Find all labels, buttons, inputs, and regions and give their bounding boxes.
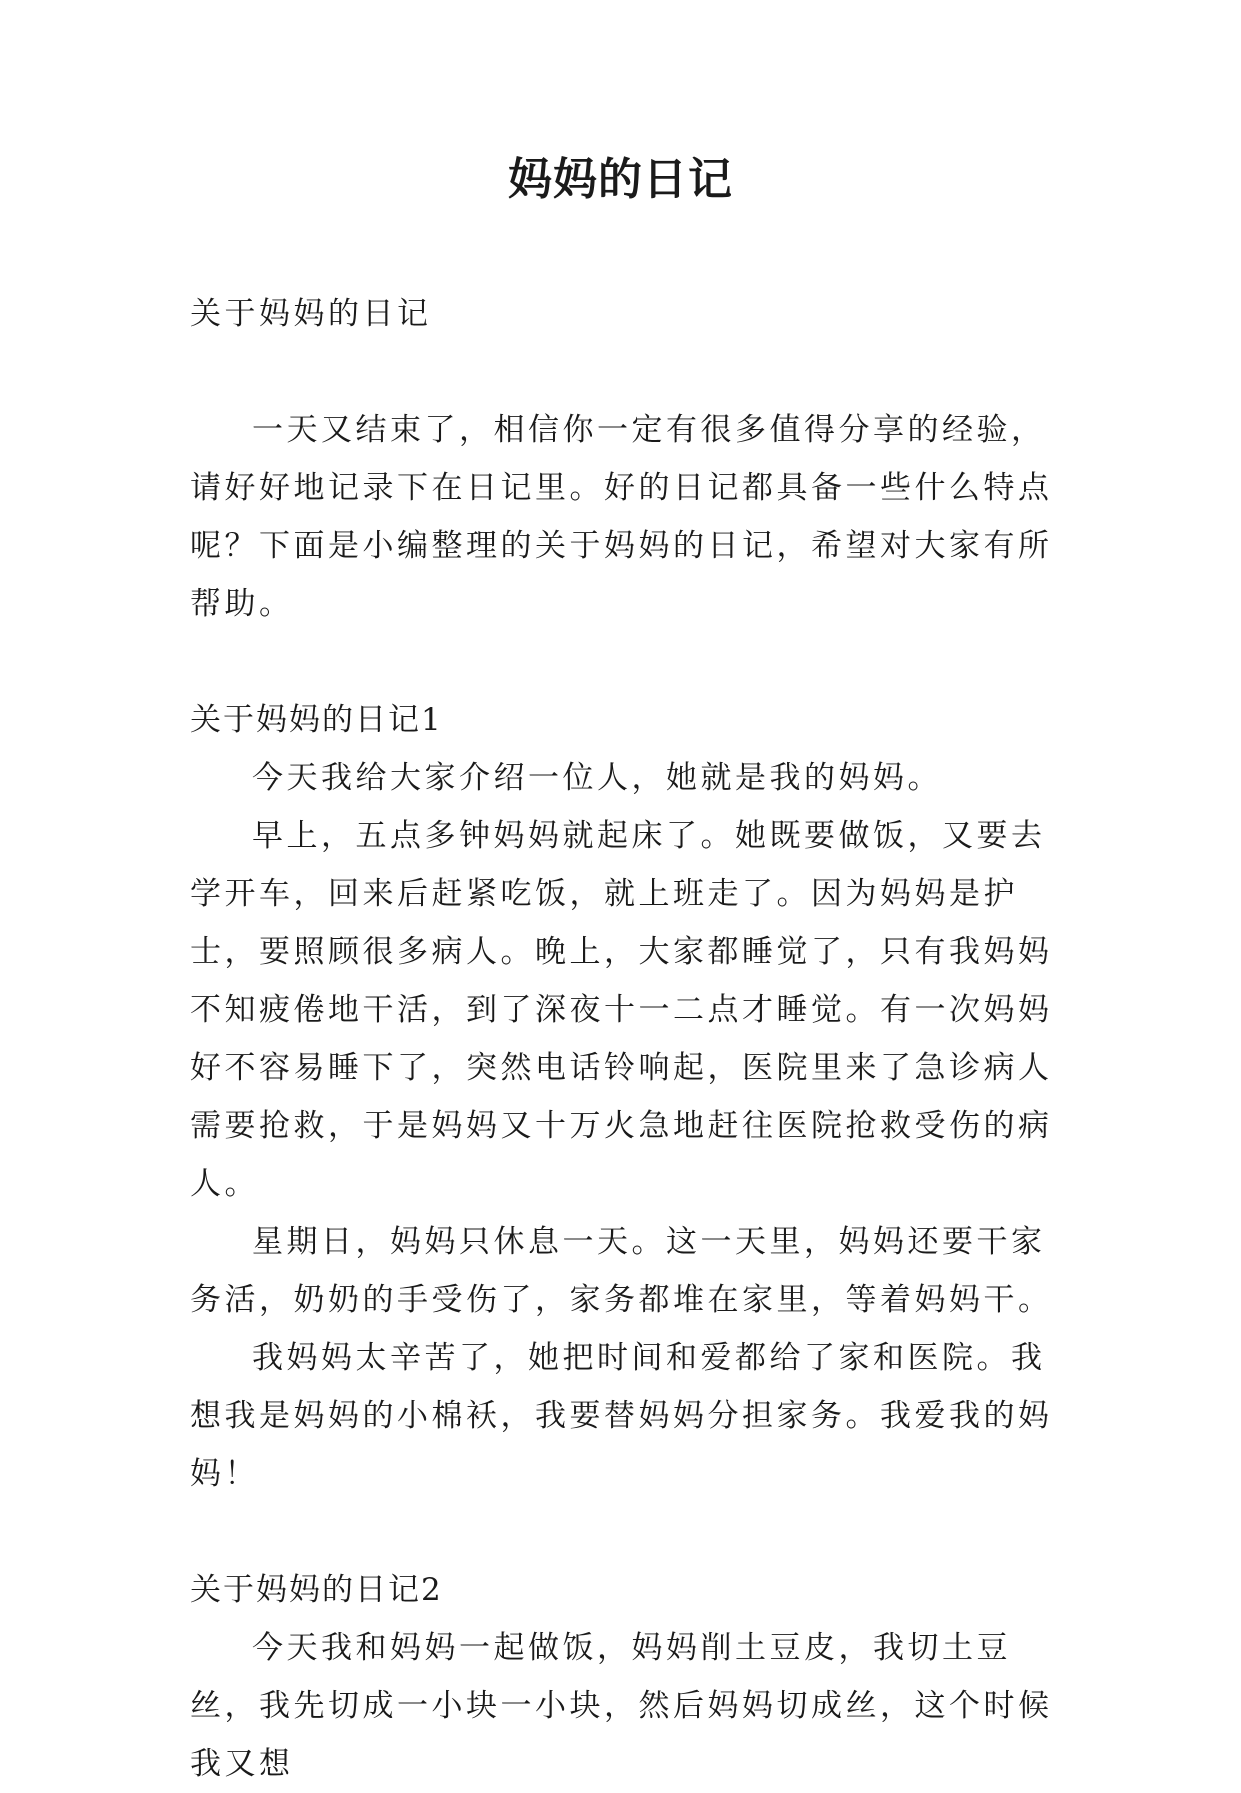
spacer	[190, 1503, 1070, 1561]
section-1-paragraph-4: 我妈妈太辛苦了，她把时间和爱都给了家和医院。我想我是妈妈的小棉袄，我要替妈妈分担家务。我爱我的妈妈！	[190, 1340, 1053, 1492]
section-1-paragraph-3: 星期日，妈妈只休息一天。这一天里，妈妈还要干家务活，奶奶的手受伤了，家务都堆在家里，等着妈妈干。	[190, 1224, 1053, 1318]
section-1-paragraph-2: 早上，五点多钟妈妈就起床了。她既要做饭，又要去学开车，回来后赶紧吃饭，就上班走了。因为妈妈是护士，要照顾很多病人。晚上，大家都睡觉了，只有我妈妈不知疲倦地干活，到了深夜十一二点才睡觉。有一次妈妈好不容易睡下了，突然电话铃响起，医院里来了急诊病人需要抢救，于是妈妈又十万火急地赶往医院抢救受伤的病人。	[190, 818, 1053, 1202]
section-1-paragraph-1: 今天我给大家介绍一位人，她就是我的妈妈。	[252, 760, 942, 796]
document-title: 妈妈的日记	[508, 154, 733, 205]
document-body	[190, 285, 1070, 1793]
spacer	[190, 343, 1070, 401]
spacer	[190, 633, 1070, 691]
section-heading-1: 关于妈妈的日记1	[190, 702, 443, 738]
document-subtitle: 关于妈妈的日记	[190, 296, 432, 332]
section-heading-2: 关于妈妈的日记2	[190, 1572, 443, 1608]
intro-paragraph: 一天又结束了，相信你一定有很多值得分享的经验，请好好地记录下在日记里。好的日记都具备一些什么特点呢？下面是小编整理的关于妈妈的日记，希望对大家有所帮助。	[190, 412, 1053, 622]
section-2-paragraph-1: 今天我和妈妈一起做饭，妈妈削土豆皮，我切土豆丝，我先切成一小块一小块，然后妈妈切成丝，这个时候我又想	[190, 1630, 1053, 1782]
